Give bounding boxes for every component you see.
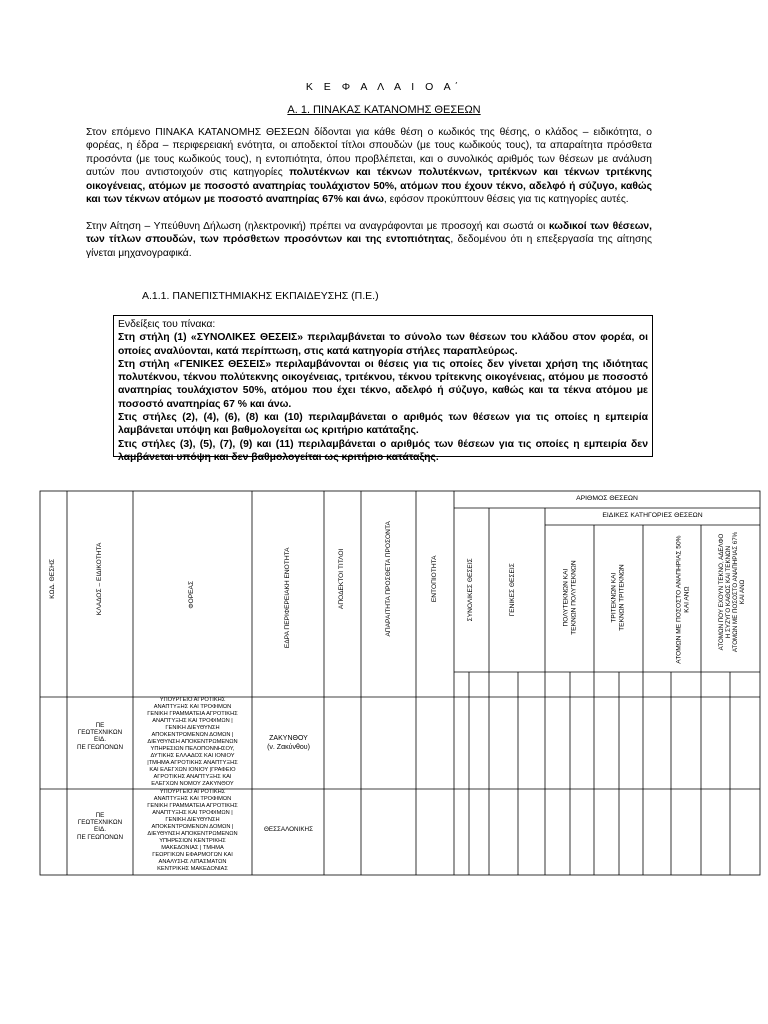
header-branch: ΚΛΑΔΟΣ – ΕΙΔΙΚΟΤΗΤΑ	[96, 542, 104, 616]
header-polytekno-line2: ΤΕΚΝΩΝ ΠΟΛΥΤΕΚΝΩΝ	[570, 560, 577, 635]
header-general: ΓΕΝΙΚΕΣ ΘΕΣΕΙΣ	[509, 563, 517, 617]
header-positions-count: ΑΡΙΘΜΟΣ ΘΕΣΕΩΝ	[576, 495, 638, 502]
header-tritekno-line1: ΤΡΙΤΕΚΝΩΝ ΚΑΙ	[610, 572, 618, 623]
header-child67-line1: ΑΤΟΜΩΝ ΠΟΥ ΕΧΟΥΝ ΤΕΚΝΟ, ΑΔΕΛΦΟ	[718, 533, 725, 651]
chapter-heading: Κ Ε Φ Α Λ Α Ι Ο Α΄	[305, 81, 463, 93]
header-child67-line3: ΑΤΟΜΩΝ ΜΕ ΠΟΣΟΣΤΟ ΑΝΑΠΗΡΙΑΣ 67%	[732, 531, 739, 653]
intro-p2-end: , δεδομένου ότι η επεξεργασία της αίτησης γίνεται μηχανογραφικά.	[86, 234, 652, 259]
row2-agency: ΥΠΟΥΡΓΕΙΟ ΑΓΡΟΤΙΚΗΣ ΑΝΑΠΤΥΞΗΣ ΚΑΙ ΤΡΟΦΙΜΩΝ ΓΕΝΙΚΗ ΓΡΑΜΜΑΤΕΙΑ ΑΓΡΟΤΙΚΗΣ ΑΝΑΠΤΥΞΗΣ ΚΑΙ ΤΡΟΦΙΜΩΝ | ΓΕΝΙΚΗ ΔΙΕΥΘΥΝΣΗ ΑΠΟΚΕΝΤΡΩΜΕΝΩΝ ΔΟΜΩΝ | ΔΙΕΥΘΥΝΣΗ ΑΠΟΚΕΝΤΡΩΜΕΝΩΝ ΥΠΗΡΕΣΙΩΝ ΚΕΝΤΡΙΚΗΣ ΜΑΚΕΔΟΝΙΑΣ | ΤΜΗΜΑ ΓΕΩΡΓΙΚΩΝ ΕΦΑΡΜΟΓΩΝ ΚΑΙ ΑΝΑΛΥΣΗΣ ΛΙΠΑΣΜΑΤΩΝ ΚΕΝΤΡΙΚΗΣ ΜΑΚΕΔΟΝΙΑΣ	[147, 789, 238, 872]
header-extra: ΑΠΑΡΑΙΤΗΤΑ ΠΡΟΣΘΕΤΑ ΠΡΟΣΟΝΤΑ	[385, 521, 393, 637]
header-polytekno-line1: ΠΟΛΥΤΕΚΝΩΝ ΚΑΙ	[562, 568, 570, 627]
notes-line-2: Στη στήλη «ΓΕΝΙΚΕΣ ΘΕΣΕΙΣ» περιλαμβάνονται οι θέσεις για τις οποίες δεν γίνεται χρήση της ιδιότητας πολυτέκνου, τέκνου πολύτεκνης οικογένειας, τριτέκνου, τέκνου τρίτεκνης οικογένειας, ατόμου με ποσοστό αναπηρίας τουλάχιστον 50%, ατόμου που έχει τέκνο, αδελφό ή σύζυγο, καθώς και τα τέκνα ατόμου με ποσοστό αναπηρίας 67 % και άνω.	[118, 358, 648, 410]
header-tritekno-line2: ΤΕΚΝΩΝ ΤΡΙΤΕΚΝΩΝ	[618, 564, 625, 631]
header-disability50	[675, 531, 690, 669]
row1-agency: ΥΠΟΥΡΓΕΙΟ ΑΓΡΟΤΙΚΗΣ ΑΝΑΠΤΥΞΗΣ ΚΑΙ ΤΡΟΦΙΜΩΝ ΓΕΝΙΚΗ ΓΡΑΜΜΑΤΕΙΑ ΑΓΡΟΤΙΚΗΣ ΑΝΑΠΤΥΞΗΣ ΚΑΙ ΤΡΟΦΙΜΩΝ | ΓΕΝΙΚΗ ΔΙΕΥΘΥΝΣΗ ΑΠΟΚΕΝΤΡΩΜΕΝΩΝ ΔΟΜΩΝ | ΔΙΕΥΘΥΝΣΗ ΑΠΟΚΕΝΤΡΩΜΕΝΩΝ ΥΠΗΡΕΣΙΩΝ ΠΕΛΟΠΟΝΝΗΣΟΥ, ΔΥΤΙΚΗΣ ΕΛΛΑΔΟΣ ΚΑΙ ΙΟΝΙΟΥ |ΤΜΗΜΑ ΑΓΡΟΤΙΚΗΣ ΑΝΑΠΤΥΞΗΣ ΚΑΙ ΕΛΕΓΧΩΝ ΙΟΝΙΟΥ |ΓΡΑΦΕΙΟ ΑΓΡΟΤΙΚΗΣ ΑΝΑΠΤΥΞΗΣ ΚΑΙ ΕΛΕΓΧΩΝ ΝΟΜΟΥ ΖΑΚΥΝΘΟΥ	[147, 697, 238, 787]
header-seat: ΕΔΡΑ ΠΕΡΙΦΕΡΕΙΑΚΗ ΕΝΟΤΗΤΑ	[284, 547, 292, 649]
notes-title: Ενδείξεις του πίνακα:	[118, 319, 216, 330]
header-tritekno	[610, 556, 625, 640]
row1-branch: ΠΕ ΓΕΩΤΕΧΝΙΚΩΝ ΕΙΔ. ΠΕ ΓΕΩΠΟΝΩΝ	[76, 722, 124, 751]
notes-line-4: Στις στήλες (3), (5), (7), (9) και (11) περιλαμβάνεται ο αριθμός των θέσεων για τις οποίες η εμπειρία δεν λαμβάνεται υπόψη και δεν βαθμολογείται ως κριτήριο κατάταξης.	[118, 438, 648, 463]
header-titles: ΑΠΟΔΕΚΤΟΙ ΤΙΤΛΟΙ	[338, 548, 346, 610]
notes-line-3: Στις στήλες (2), (4), (6), (8) και (10) περιλαμβάνεται ο αριθμός των θέσεων για τις οποίες η εμπειρία λαμβάνεται υπόψη και βαθμολογείται ως κριτήριο κατάταξης.	[118, 412, 648, 437]
subsection-title: Α.1.1. ΠΑΝΕΠΙΣΤΗΜΙΑΚΗΣ ΕΚΠΑΙΔΕΥΣΗΣ (Π.Ε.)	[142, 290, 379, 302]
row2-branch: ΠΕ ΓΕΩΤΕΧΝΙΚΩΝ ΕΙΔ. ΠΕ ΓΕΩΠΟΝΩΝ	[76, 812, 124, 841]
section-title: Α. 1. ΠΙΝΑΚΑΣ ΚΑΤΑΝΟΜΗΣ ΘΕΣΕΩΝ	[287, 104, 481, 116]
header-child67-line2: Η ΣΥΖΥΓΟ ΚΑΘΩΣ ΚΑΙ ΤΕΚΝΩΝ	[725, 545, 732, 639]
notes-line-1: Στη στήλη (1) «ΣΥΝΟΛΙΚΕΣ ΘΕΣΕΙΣ» περιλαμβάνεται το σύνολο των θέσεων του κλάδου στον φορέα, οι οποίες αναλύονται, κατά περίπτωση, στις κατά κατηγορία στήλες παραπλεύρως.	[118, 332, 648, 357]
header-child67-line4: ΚΑΙ ΑΝΩ	[739, 579, 746, 605]
intro-p1-end: , εφόσον προκύπτουν θέσεις για τις κατηγορίες αυτές.	[383, 194, 629, 206]
intro-p1-bold: πολυτέκνων και τέκνων πολυτέκνων, τριτέκνων και τέκνων τριτέκνης οικογένειας, ατόμων με ποσοστό αναπηρίας τουλάχιστον 50%, ατόμων που έχουν τέκνο, αδελφό ή σύζυγο, καθώς και των τέκνων ατόμων με ποσοστό αναπηρίας 67% και άνω	[86, 167, 652, 206]
header-polytekno	[562, 556, 577, 640]
intro-p2-text: Στην Αίτηση – Υπεύθυνη Δήλωση (ηλεκτρονική) πρέπει να αναγράφονται με προσοχή και σωστά οι	[86, 221, 549, 232]
header-disability50-line1: ΑΤΟΜΩΝ ΜΕ ΠΟΣΟΣΤΟ ΑΝΑΠΗΡΙΑΣ 50%	[675, 535, 683, 664]
header-child67	[718, 523, 746, 661]
header-disability50-line2: ΚΑΙ ΑΝΩ	[683, 586, 690, 613]
header-locality: ΕΝΤΟΠΙΟΤΗΤΑ	[431, 555, 439, 603]
intro-p1-text: Στον επόμενο ΠΙΝΑΚΑ ΚΑΤΑΝΟΜΗΣ ΘΕΣΕΩΝ δίδονται για κάθε θέση ο κωδικός της θέσης, ο κλάδος – ειδικότητα, ο φορέας, η έδρα – περιφερειακή ενότητα, οι αποδεκτοί τίτλοι σπουδών (με τους κωδικούς τους), τα απαραίτητα πρόσθετα προσόντα (με τους κωδικούς τους), η εντοπιότητα, όπου προβλέπεται, και ο συνολικός αριθμός των θέσεων με ανάλυση αυτών που αντιστοιχούν στις κατηγορίες	[86, 127, 652, 179]
row1-seat: ΖΑΚΥΝΘΟΥ (ν. Ζακύνθου)	[267, 735, 310, 751]
header-agency: ΦΟΡΕΑΣ	[188, 580, 196, 609]
intro-p2-bold: κωδικοί των θέσεων, των τίτλων σπουδών, των πρόσθετων προσόντων και της εντοπιότητας	[86, 221, 653, 246]
header-total: ΣΥΝΟΛΙΚΕΣ ΘΕΣΕΙΣ	[467, 558, 475, 622]
header-code: ΚΩΔ. ΘΕΣΗΣ	[49, 558, 57, 599]
header-special-categories: ΕΙΔΙΚΕΣ ΚΑΤΗΓΟΡΙΕΣ ΘΕΣΕΩΝ	[602, 512, 703, 519]
row2-seat: ΘΕΣΣΑΛΟΝΙΚΗΣ	[264, 826, 313, 833]
